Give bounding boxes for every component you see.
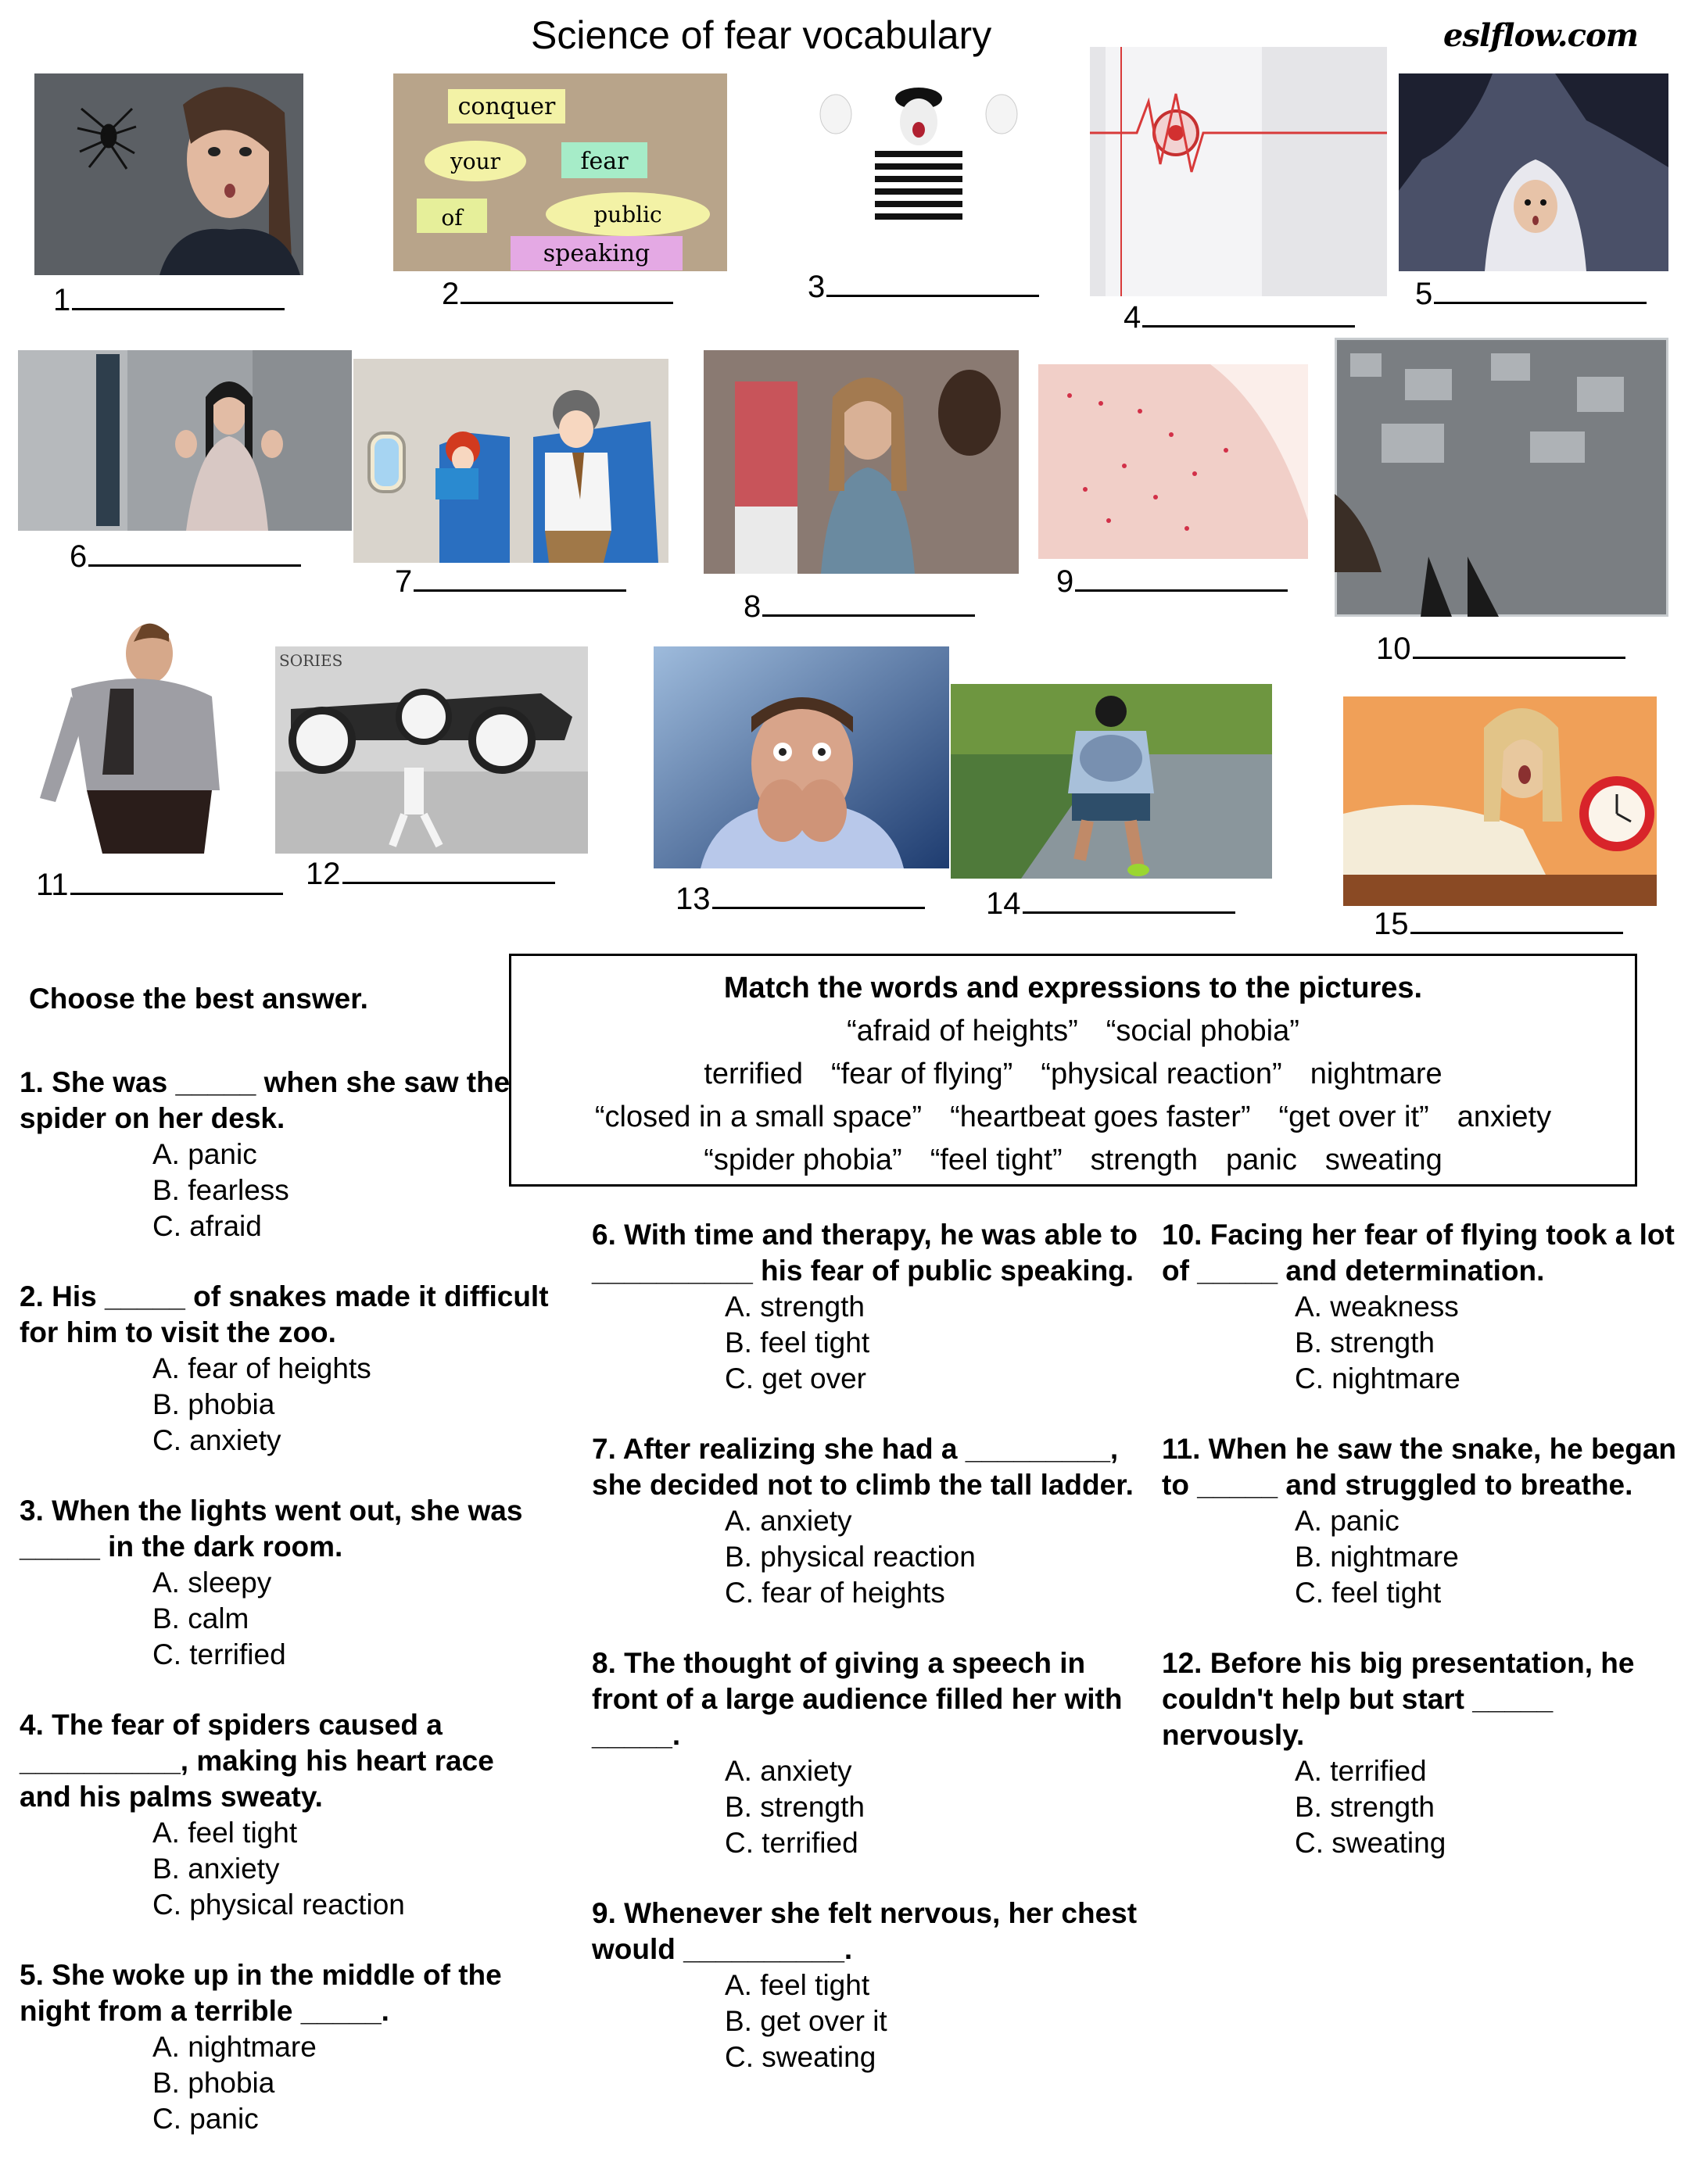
answer-blank[interactable]	[712, 907, 925, 909]
option-c[interactable]: C. sweating	[725, 2041, 876, 2073]
picture-label-7[interactable]: 7	[395, 566, 626, 597]
svg-text:public: public	[593, 202, 662, 227]
option-a[interactable]: A. anxiety	[725, 1505, 852, 1537]
option-b[interactable]: B. physical reaction	[725, 1541, 976, 1573]
svg-text:of: of	[441, 205, 463, 231]
picture-label-11[interactable]: 11	[36, 869, 283, 900]
option-a[interactable]: A. terrified	[1295, 1755, 1427, 1787]
picture-label-12[interactable]: 12	[306, 858, 555, 890]
picture-4-heartbeat-doctor	[1090, 47, 1387, 296]
option-c[interactable]: C. nightmare	[1295, 1362, 1460, 1395]
picture-5-child-nightmare	[1399, 73, 1668, 271]
picture-11-man-loosening-tie	[16, 618, 254, 854]
answer-blank[interactable]	[461, 302, 673, 304]
option-a[interactable]: A. panic	[1295, 1505, 1399, 1537]
answer-blank[interactable]	[88, 564, 301, 567]
quiz-column-3	[1162, 1217, 1678, 1896]
word-bank-item: nightmare	[1310, 1058, 1443, 1090]
svg-text:conquer: conquer	[457, 93, 556, 120]
word-bank-item: “afraid of heights”	[847, 1015, 1078, 1047]
picture-6-elevator-panic	[18, 350, 352, 531]
word-bank-item: “physical reaction”	[1041, 1058, 1282, 1090]
picture-label-4[interactable]: 4	[1124, 302, 1355, 333]
option-c[interactable]: C. get over	[725, 1362, 866, 1395]
option-c[interactable]: C. panic	[152, 2103, 259, 2135]
picture-label-9[interactable]: 9	[1056, 566, 1288, 597]
quiz-instruction: Choose the best answer.	[29, 983, 368, 1015]
picture-9-skin-rash	[1038, 364, 1308, 559]
answer-blank[interactable]	[826, 295, 1039, 297]
option-a[interactable]: A. sleepy	[152, 1566, 272, 1599]
option-b[interactable]: B. fearless	[152, 1174, 289, 1206]
option-a[interactable]: A. anxiety	[725, 1755, 852, 1787]
option-c[interactable]: C. anxiety	[152, 1424, 281, 1456]
page-title: Science of fear vocabulary	[531, 13, 992, 57]
question-6: 6. With time and therapy, he was able to __________ his fear of public speaking. A. strength B. feel tight C. get over	[592, 1217, 1139, 1397]
svg-text:SORIES: SORIES	[279, 651, 343, 670]
picture-label-8[interactable]: 8	[744, 591, 975, 622]
picture-label-5[interactable]: 5	[1415, 278, 1647, 310]
quiz-column-2	[592, 1217, 1139, 2110]
picture-14-sweaty-runner	[951, 684, 1272, 879]
picture-label-15[interactable]: 15	[1374, 908, 1623, 940]
answer-blank[interactable]	[1023, 911, 1235, 914]
question-12: 12. Before his big presentation, he couldn't help but start _____ nervously. A. terrified B. strength C. sweating	[1162, 1645, 1678, 1861]
option-b[interactable]: B. strength	[725, 1791, 865, 1823]
word-bank-item: sweating	[1324, 1144, 1443, 1176]
word-bank-item: strength	[1090, 1144, 1198, 1176]
question-2: 2. His _____ of snakes made it difficult for him to visit the zoo. A. fear of heights B. phobia C. anxiety	[20, 1279, 551, 1459]
word-bank-row-1	[511, 1015, 1635, 1048]
word-bank-row-2	[511, 1058, 1635, 1091]
option-b[interactable]: B. feel tight	[725, 1327, 870, 1359]
option-c[interactable]: C. sweating	[1295, 1827, 1446, 1859]
picture-13-scared-man-biting-fists	[654, 646, 949, 868]
word-bank-item: panic	[1225, 1144, 1297, 1176]
word-bank-item: “get over it”	[1278, 1101, 1429, 1133]
word-bank-row-4	[511, 1144, 1635, 1177]
option-a[interactable]: A. feel tight	[725, 1969, 870, 2001]
answer-blank[interactable]	[1075, 589, 1288, 592]
picture-15-alarm-clock-woman	[1343, 696, 1657, 906]
question-4: 4. The fear of spiders caused a __________, making his heart race and his palms sweaty. A. feel tight B. anxiety C. physical reaction	[20, 1707, 551, 1923]
word-bank-item: “feel tight”	[930, 1144, 1063, 1176]
picture-label-3[interactable]: 3	[808, 271, 1039, 303]
word-bank-item: “closed in a small space”	[594, 1101, 923, 1133]
question-10: 10. Facing her fear of flying took a lot of _____ and determination. A. weakness B. strength C. nightmare	[1162, 1217, 1678, 1397]
picture-1-spider-woman	[34, 73, 303, 275]
option-b[interactable]: B. strength	[1295, 1791, 1435, 1823]
word-bank-row-3	[511, 1101, 1635, 1134]
word-bank-item: anxiety	[1457, 1101, 1552, 1133]
option-b[interactable]: B. anxiety	[152, 1853, 280, 1885]
answer-blank[interactable]	[1142, 325, 1355, 328]
question-1: 1. She was _____ when she saw the spider on her desk. A. panic B. fearless C. afraid	[20, 1065, 551, 1244]
option-b[interactable]: B. phobia	[152, 1388, 275, 1420]
answer-blank[interactable]	[414, 589, 626, 592]
picture-10-glass-floor-heights	[1335, 338, 1668, 617]
option-c[interactable]: C. physical reaction	[152, 1889, 405, 1921]
word-bank-item: “spider phobia”	[704, 1144, 902, 1176]
option-a[interactable]: A. feel tight	[152, 1817, 298, 1849]
question-3: 3. When the lights went out, she was _____ in the dark room. A. sleepy B. calm C. terrified	[20, 1493, 551, 1673]
answer-blank[interactable]	[1410, 932, 1623, 934]
option-a[interactable]: A. nightmare	[152, 2031, 317, 2063]
option-a[interactable]: A. strength	[725, 1291, 865, 1323]
option-b[interactable]: B. strength	[1295, 1327, 1435, 1359]
picture-12-strongman-lifting-car	[275, 646, 588, 854]
question-11: 11. When he saw the snake, he began to _____ and struggled to breathe. A. panic B. nightmare C. feel tight	[1162, 1431, 1678, 1611]
option-a[interactable]: A. weakness	[1295, 1291, 1459, 1323]
picture-8-anxious-girl-crowd	[704, 350, 1019, 574]
quiz-column-1	[20, 1065, 551, 2171]
option-b[interactable]: B. phobia	[152, 2067, 275, 2099]
option-c[interactable]: C. feel tight	[1295, 1577, 1442, 1609]
word-bank-heading: Match the words and expressions to the pictures.	[723, 972, 1423, 1004]
word-bank-item: “heartbeat goes faster”	[950, 1101, 1251, 1133]
answer-blank[interactable]	[1413, 657, 1625, 659]
word-bank-item: “social phobia”	[1106, 1015, 1299, 1047]
answer-blank[interactable]	[70, 893, 283, 895]
question-9: 9. Whenever she felt nervous, her chest would __________. A. feel tight B. get over it C. sweating	[592, 1896, 1139, 2075]
option-b[interactable]: B. calm	[152, 1602, 249, 1634]
option-a[interactable]: A. fear of heights	[152, 1352, 371, 1384]
option-c[interactable]: C. terrified	[725, 1827, 858, 1859]
question-7: 7. After realizing she had a _________, she decided not to climb the tall ladder. A. anxiety B. physical reaction C. fear of heights	[592, 1431, 1139, 1611]
picture-label-13[interactable]: 13	[676, 883, 925, 915]
option-c[interactable]: C. terrified	[152, 1638, 286, 1670]
picture-label-10[interactable]: 10	[1376, 633, 1625, 664]
answer-blank[interactable]	[72, 308, 285, 310]
option-b[interactable]: B. nightmare	[1295, 1541, 1459, 1573]
option-c[interactable]: C. afraid	[152, 1210, 262, 1242]
picture-7-fear-of-flying-cartoon	[353, 359, 668, 563]
picture-label-14[interactable]: 14	[986, 888, 1235, 919]
svg-text:speaking: speaking	[543, 240, 650, 267]
picture-3-scared-mime	[801, 79, 1037, 222]
question-8: 8. The thought of giving a speech in front of a large audience filled her with _____. A. anxiety B. strength C. terrified	[592, 1645, 1139, 1861]
option-b[interactable]: B. get over it	[725, 2005, 887, 2037]
word-bank-box	[509, 954, 1637, 1187]
svg-text:fear: fear	[580, 148, 629, 175]
brand-logo: eslflow.com	[1443, 17, 1638, 54]
picture-label-2[interactable]: 2	[442, 278, 673, 310]
question-5: 5. She woke up in the middle of the night from a terrible _____. A. nightmare B. phobia C. panic	[20, 1957, 551, 2137]
word-bank-item: terrified	[704, 1058, 804, 1090]
picture-2-public-speaking-notes	[393, 73, 727, 271]
answer-blank[interactable]	[762, 614, 975, 617]
option-c[interactable]: C. fear of heights	[725, 1577, 945, 1609]
answer-blank[interactable]	[342, 882, 555, 884]
svg-text:your: your	[450, 149, 501, 174]
picture-label-1[interactable]: 1	[53, 285, 285, 316]
picture-label-6[interactable]: 6	[70, 541, 301, 572]
answer-blank[interactable]	[1434, 302, 1647, 304]
option-a[interactable]: A. panic	[152, 1138, 257, 1170]
word-bank-item: “fear of flying”	[831, 1058, 1013, 1090]
